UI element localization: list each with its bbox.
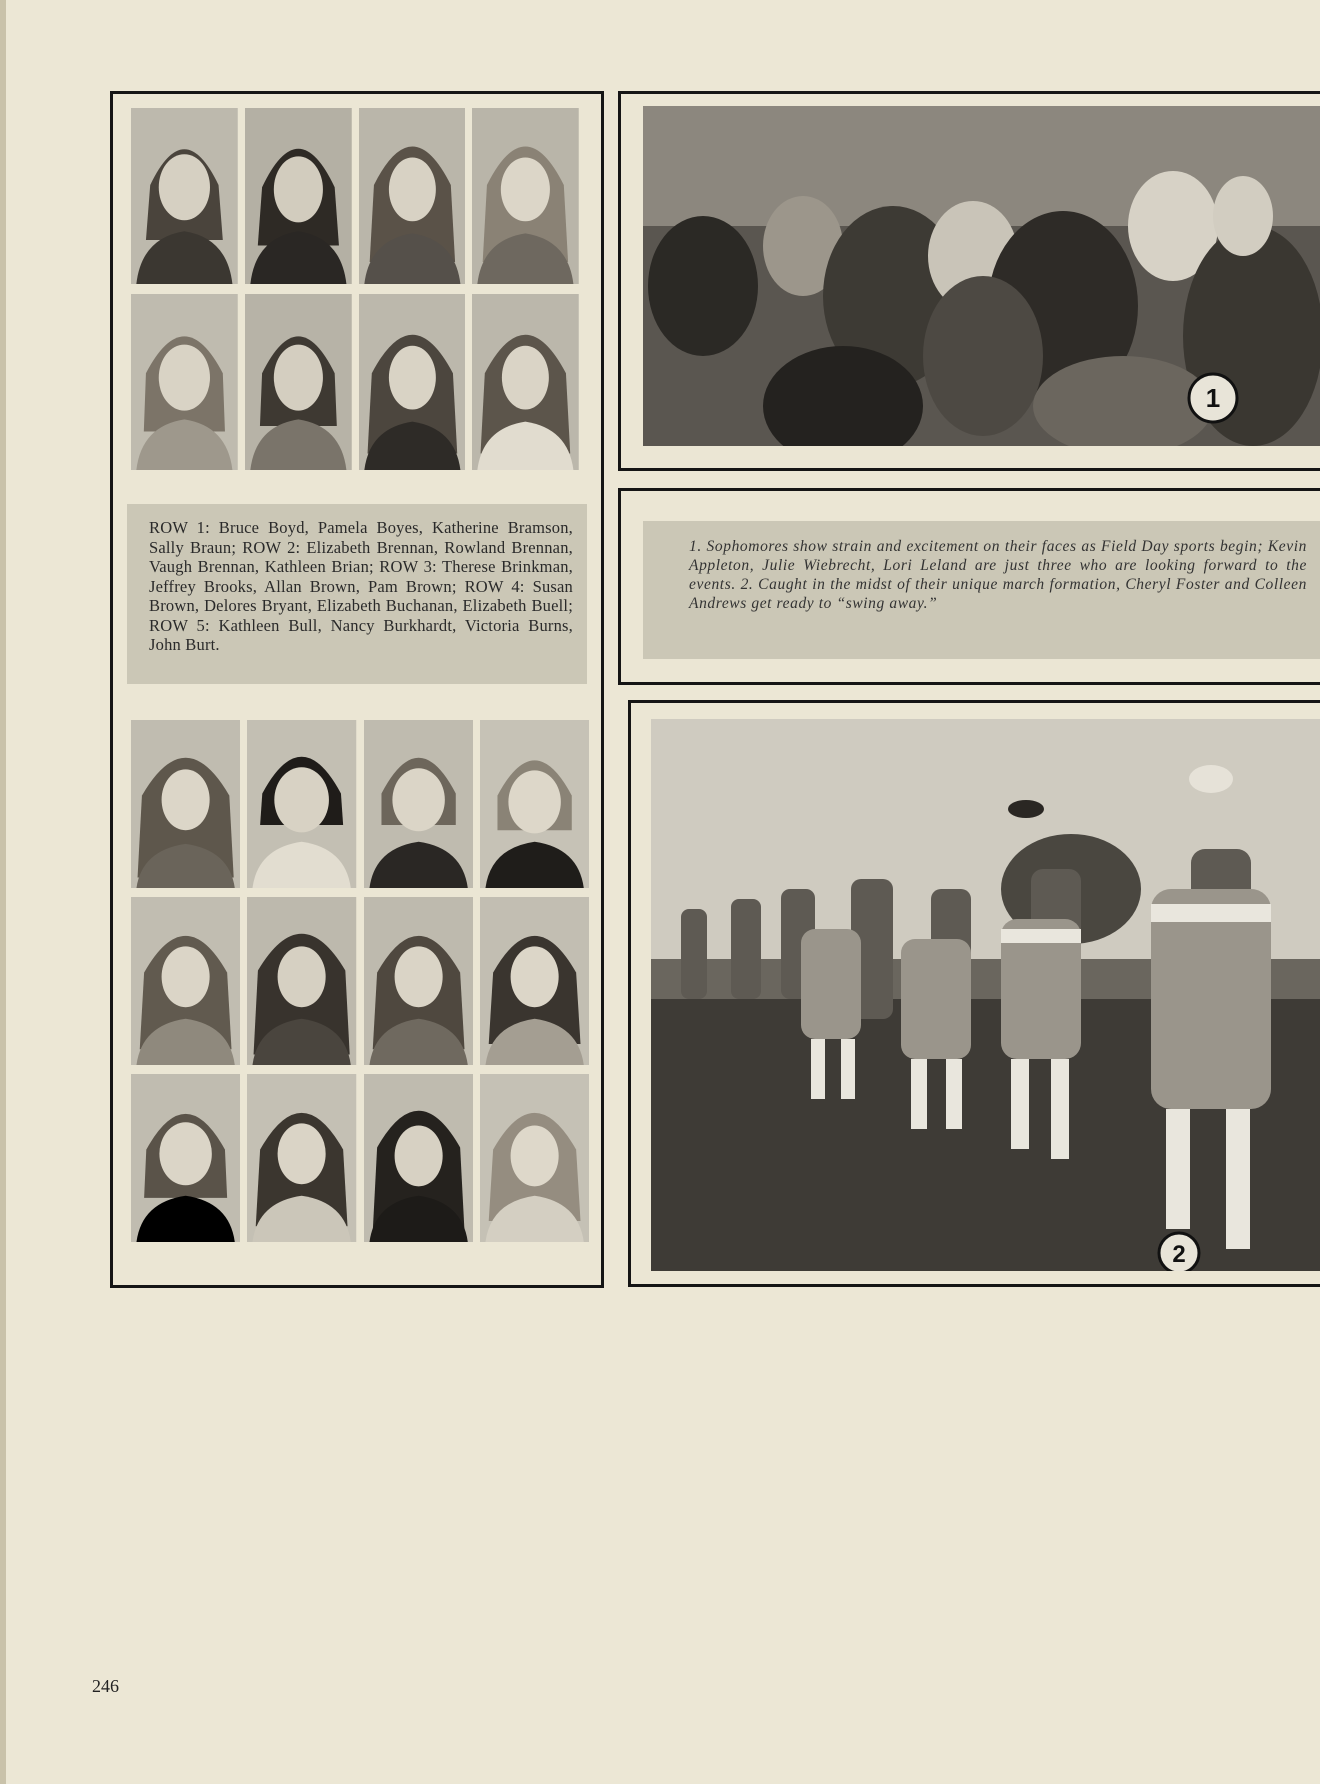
portrait-photo bbox=[480, 1074, 589, 1242]
page-edge bbox=[0, 0, 6, 1784]
photo-caption: 1. Sophomores show strain and excitement on their faces as Field Day sports begin; Kevin Appleton, Julie Wiebrecht, Lori Leland are just three who are looking forward to the events. 2. Caught in the midst of their unique march formation, Cheryl Foster and Colleen Andrews get ready to “swing away.” bbox=[689, 538, 1307, 612]
roster-caption-box bbox=[127, 504, 587, 684]
portrait-photo bbox=[247, 1074, 356, 1242]
portrait-photo bbox=[364, 897, 473, 1065]
portrait-photo bbox=[364, 720, 473, 888]
portrait-grid-top bbox=[131, 108, 579, 470]
portrait-photo bbox=[245, 108, 352, 284]
photo-1-frame bbox=[618, 91, 1320, 471]
photo-2-frame bbox=[628, 700, 1320, 1287]
portrait-photo bbox=[131, 1074, 240, 1242]
portrait-photo bbox=[472, 108, 579, 284]
photo-1-number: 1 bbox=[1205, 383, 1221, 413]
portrait-photo bbox=[131, 720, 240, 888]
portrait-photo bbox=[472, 294, 579, 470]
portrait-photo bbox=[359, 294, 466, 470]
march-formation-photo bbox=[651, 719, 1320, 1271]
portrait-photo bbox=[480, 720, 589, 888]
photo-caption-box bbox=[643, 521, 1320, 659]
portrait-photo bbox=[364, 1074, 473, 1242]
portrait-photo bbox=[245, 294, 352, 470]
photo-2-number: 2 bbox=[1172, 1241, 1186, 1268]
roster-caption: ROW 1: Bruce Boyd, Pamela Boyes, Katherine Bramson, Sally Braun; ROW 2: Elizabeth Brennan, Rowland Brennan, Vaugh Brennan, Kathleen Brian; ROW 3: Therese Brinkman, Jeffrey Brooks, Allan Brown, Pam Brown; ROW 4: Susan Brown, Delores Bryant, Elizabeth Buchanan, Elizabeth Buell; ROW 5: Kathleen Bull, Nancy Burkhardt, Victoria Burns, John Burt. bbox=[149, 518, 573, 654]
portrait-photo bbox=[480, 897, 589, 1065]
page-number: 246 bbox=[92, 1676, 119, 1696]
field-day-crowd-photo bbox=[643, 106, 1320, 446]
photo-caption-frame bbox=[618, 488, 1320, 685]
portrait-photo bbox=[131, 897, 240, 1065]
portrait-photo bbox=[131, 294, 238, 470]
portrait-panel bbox=[110, 91, 604, 1288]
portrait-photo bbox=[247, 897, 356, 1065]
portrait-grid-bottom bbox=[131, 720, 589, 1242]
portrait-photo bbox=[247, 720, 356, 888]
portrait-photo bbox=[359, 108, 466, 284]
portrait-photo bbox=[131, 108, 238, 284]
